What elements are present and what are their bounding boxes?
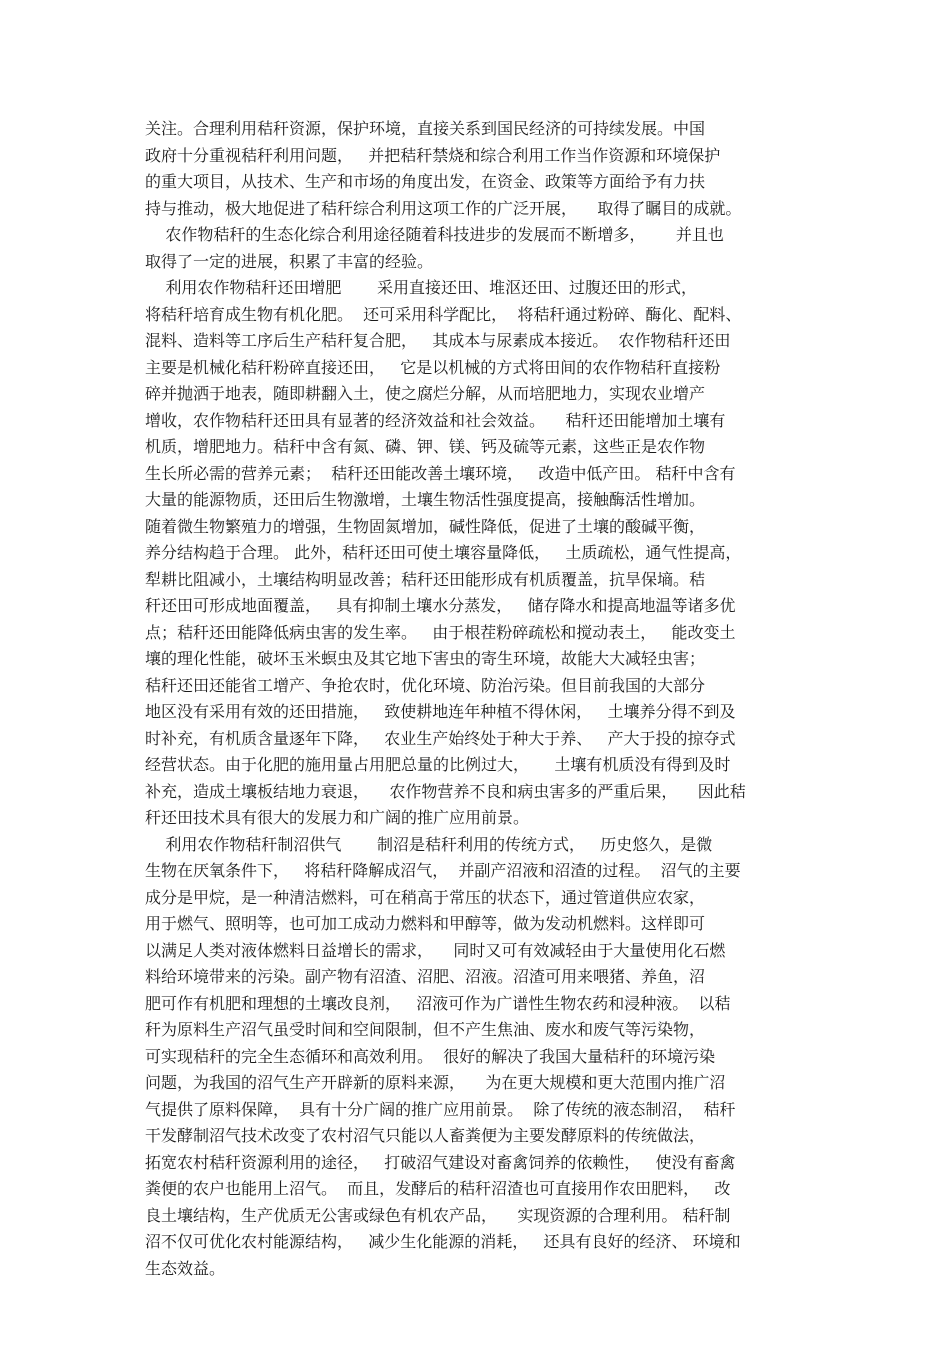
text-line: 用于燃气、照明等，也可加工成动力燃料和甲醇等，做为发动机燃料。这样即可 [145, 914, 706, 933]
text-line: 机质，增肥地力。秸秆中含有氮、磷、钾、镁、钙及硫等元素，这些正是农作物 [145, 437, 706, 456]
text-line: 大量的能源物质，还田后生物激增，土壤生物活性强度提高，接触酶活性增加。 [145, 490, 706, 509]
text-line: 碎并抛洒于地表，随即耕翻入土，使之腐烂分解，从而培肥地力，实现农业增产 [145, 384, 706, 403]
text-line: 秆为原料生产沼气虽受时间和空间限制，但不产生焦油、废水和废气等污染物， [145, 1020, 706, 1039]
text-line: 政府十分重视秸秆利用问题， 并把秸秆禁烧和综合利用工作当作资源和环境保护 [145, 145, 721, 165]
text-line: 问题，为我国的沼气生产开辟新的原料来源， 为在更大规模和更大范围内推广沼 [145, 1073, 726, 1092]
text-line: 可实现秸秆的完全生态循环和高效利用。 很好的解决了我国大量秸秆的环境污染 [145, 1046, 716, 1066]
text-line: 以满足人类对液体燃料日益增长的需求， 同时又可有效减轻由于大量使用化石燃 [145, 940, 726, 960]
text-line: 秆还田可形成地面覆盖， 具有抑制土壤水分蒸发， 储存降水和提高地温等诸多优 [145, 596, 736, 615]
text-line: 主要是机械化秸秆粉碎直接还田， 它是以机械的方式将田间的农作物秸秆直接粉 [145, 357, 721, 377]
text-line: 养分结构趋于合理。 此外，秸秆还田可使土壤容量降低， 土质疏松，通气性提高， [145, 543, 742, 562]
body-text [145, 116, 810, 1282]
text-line: 点；秸秆还田能降低病虫害的发生率。 由于根茬粉碎疏松和搅动表土， 能改变土 [145, 622, 736, 642]
text-line: 利用农作物秸秆还田增肥 采用直接还田、堆沤还田、过腹还田的形式， [145, 278, 697, 297]
text-line: 肥可作有机肥和理想的土壤改良剂， 沼液可作为广谱性生物农药和浸种液。 以秸 [145, 993, 731, 1013]
text-line: 粪便的农户也能用上沼气。 而且，发酵后的秸秆沼渣也可直接用作农田肥料， 改 [145, 1179, 731, 1198]
text-line: 的重大项目，从技术、生产和市场的角度出发，在资金、政策等方面给予有力扶 [145, 172, 706, 191]
text-line: 秆还田技术具有很大的发展力和广阔的推广应用前景。 [145, 808, 530, 827]
text-line: 壤的理化性能，破坏玉米螟虫及其它地下害虫的寄生环境，故能大大减轻虫害； [145, 649, 706, 668]
text-line: 持与推动，极大地促进了秸秆综合利用这项工作的广泛开展， 取得了瞩目的成就。 [145, 198, 742, 218]
text-line: 利用农作物秸秆制沼供气 制沼是秸秆利用的传统方式， 历史悠久，是微 [145, 834, 713, 854]
text-line: 随着微生物繁殖力的增强，生物固氮增加，碱性降低，促进了土壤的酸碱平衡， [145, 516, 706, 536]
text-line: 良土壤结构，生产优质无公害或绿色有机农产品， 实现资源的合理利用。 秸秆制 [145, 1205, 731, 1225]
text-line: 时补充，有机质含量逐年下降， 农业生产始终处于种大于养、 产大于投的掠夺式 [145, 728, 736, 748]
text-line: 关注。合理利用秸秆资源，保护环境，直接关系到国民经济的可持续发展。中国 [145, 119, 706, 138]
text-line: 生物在厌氧条件下， 将秸秆降解成沼气， 并副产沼液和沼渣的过程。 沼气的主要 [145, 861, 741, 880]
text-line: 经营状态。由于化肥的施用量占用肥总量的比例过大， 土壤有机质没有得到及时 [145, 755, 731, 774]
text-line: 生长所必需的营养元素； 秸秆还田能改善土壤环境， 改造中低产田。 秸秆中含有 [145, 463, 736, 483]
text-line: 成分是甲烷，是一种清洁燃料，可在稍高于常压的状态下，通过管道供应农家， [145, 887, 706, 907]
text-line: 犁耕比阻减小，土壤结构明显改善；秸秆还田能形成有机质覆盖，抗旱保墒。秸 [145, 569, 706, 589]
text-line: 气提供了原料保障， 具有十分广阔的推广应用前景。 除了传统的液态制沼， 秸秆 [145, 1099, 736, 1119]
text-line: 混料、造料等工序后生产秸秆复合肥， 其成本与尿素成本接近。 农作物秸秆还田 [145, 331, 731, 350]
text-line: 料给环境带来的污染。副产物有沼渣、沼肥、沼液。沼渣可用来喂猪、养鱼，沼 [145, 967, 706, 986]
text-line: 补充，造成土壤板结地力衰退， 农作物营养不良和病虫害多的严重后果， 因此秸 [145, 781, 746, 801]
text-line: 沼不仅可优化农村能源结构， 减少生化能源的消耗， 还具有良好的经济、 环境和 [145, 1232, 741, 1251]
text-line: 生态效益。 [145, 1258, 226, 1278]
text-line: 秸秆还田还能省工增产、争抢农时，优化环境、防治污染。但目前我国的大部分 [145, 675, 706, 695]
text-line: 地区没有采用有效的还田措施， 致使耕地连年种植不得休闲， 土壤养分得不到及 [145, 702, 736, 721]
text-line: 取得了一定的进展，积累了丰富的经验。 [145, 251, 434, 271]
text-line: 增收，农作物秸秆还田具有显著的经济效益和社会效益。 秸秆还田能增加土壤有 [145, 410, 726, 430]
text-line: 将秸秆培育成生物有机化肥。 还可采用科学配比， 将秸秆通过粉碎、酶化、配料、 [145, 304, 742, 324]
text-line: 拓宽农村秸秆资源利用的途径， 打破沼气建设对畜禽饲养的依赖性， 使没有畜禽 [145, 1152, 736, 1172]
text-line: 农作物秸秆的生态化综合利用途径随着科技进步的发展而不断增多， 并且也 [145, 225, 724, 244]
text-line: 干发酵制沼气技术改变了农村沼气只能以人畜粪便为主要发酵原料的传统做法， [145, 1126, 706, 1145]
